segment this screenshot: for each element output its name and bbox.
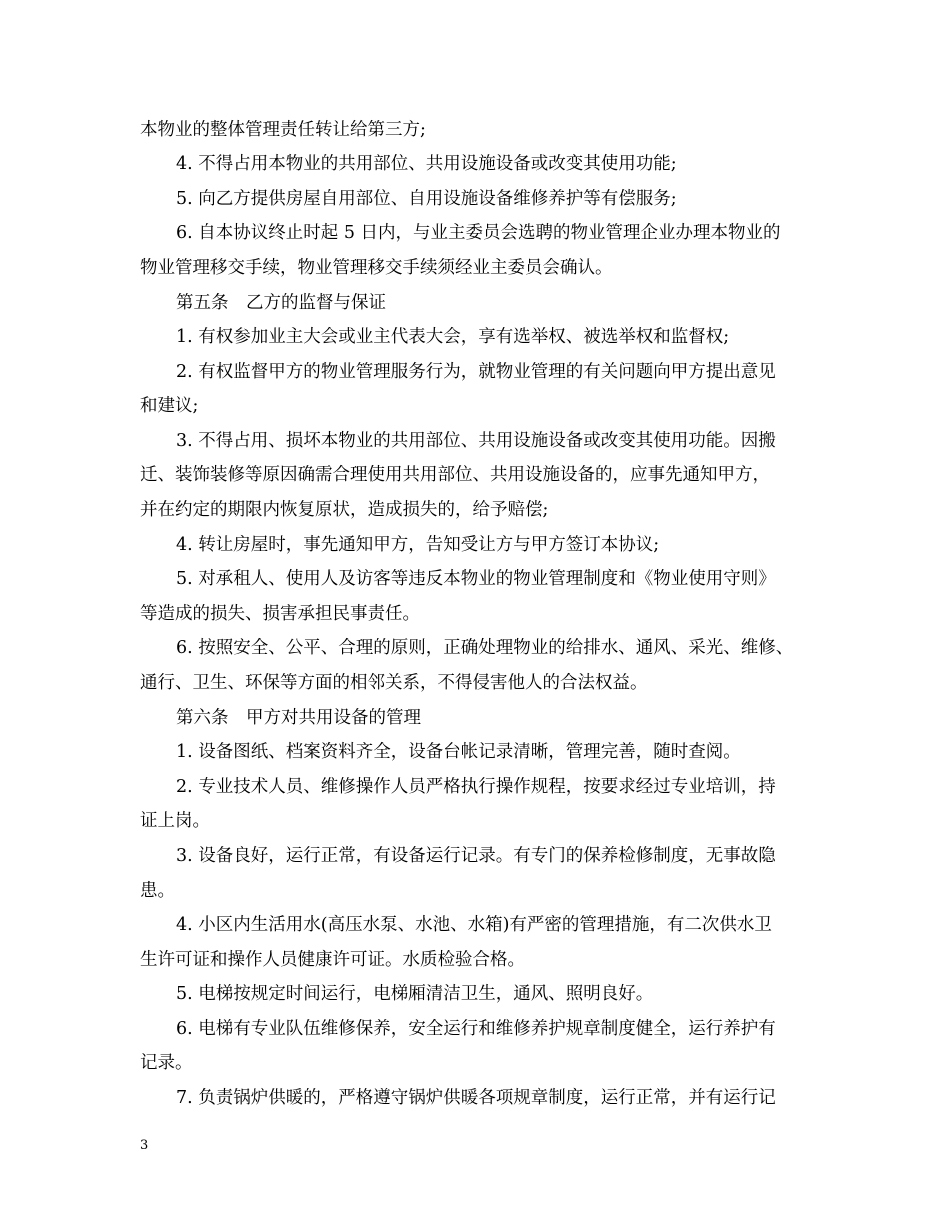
text-line: 患。 — [140, 881, 175, 901]
text-line: 等造成的损失、损害承担民事责任。 — [140, 604, 420, 624]
section-heading: 第五条 乙方的监督与保证 — [176, 293, 386, 313]
section-heading: 第六条 甲方对共用设备的管理 — [176, 708, 421, 728]
text-line: 4. 转让房屋时，事先通知甲方，告知受让方与甲方签订本协议; — [176, 535, 660, 555]
text-line: 通行、卫生、环保等方面的相邻关系，不得侵害他人的合法权益。 — [140, 673, 648, 693]
text-line: 5. 对承租人、使用人及访客等违反本物业的物业管理制度和《物业使用守则》 — [176, 569, 776, 589]
text-line: 物业管理移交手续，物业管理移交手续须经业主委员会确认。 — [140, 258, 613, 278]
text-line: 4. 小区内生活用水(高压水泵、水池、水箱)有严密的管理措施，有二次供水卫 — [176, 915, 772, 935]
text-line: 和建议; — [140, 396, 199, 416]
text-line: 3. 设备良好，运行正常，有设备运行记录。有专门的保养检修制度，无事故隐 — [176, 846, 776, 866]
text-line: 4. 不得占用本物业的共用部位、共用设施设备或改变其使用功能; — [176, 154, 677, 174]
text-line: 7. 负责锅炉供暖的，严格遵守锅炉供暖各项规章制度，运行正常，并有运行记 — [176, 1088, 776, 1108]
text-line: 5. 向乙方提供房屋自用部位、自用设施设备维修养护等有偿服务; — [176, 189, 677, 209]
text-line: 1. 有权参加业主大会或业主代表大会，享有选举权、被选举权和监督权; — [176, 327, 730, 347]
text-line: 2. 专业技术人员、维修操作人员严格执行操作规程，按要求经过专业培训，持 — [176, 777, 776, 797]
text-line: 1. 设备图纸、档案资料齐全，设备台帐记录清晰，管理完善，随时查阅。 — [176, 742, 741, 762]
text-line: 5. 电梯按规定时间运行，电梯厢清洁卫生，通风、照明良好。 — [176, 984, 654, 1004]
text-line: 并在约定的期限内恢复原状，造成损失的，给予赔偿; — [140, 500, 549, 520]
text-line: 记录。 — [140, 1053, 193, 1073]
text-line: 证上岗。 — [140, 811, 210, 831]
text-line: 3. 不得占用、损坏本物业的共用部位、共用设施设备或改变其使用功能。因搬 — [176, 431, 776, 451]
text-line: 迁、装饰装修等原因确需合理使用共用部位、共用设施设备的，应事先通知甲方， — [140, 465, 770, 485]
text-line: 6. 自本协议终止时起 5 日内，与业主委员会选聘的物业管理企业办理本物业的 — [176, 223, 781, 243]
text-line: 6. 按照安全、公平、合理的原则，正确处理物业的给排水、通风、采光、维修、 — [176, 638, 794, 658]
text-line: 生许可证和操作人员健康许可证。水质检验合格。 — [140, 950, 525, 970]
page-number: 3 — [140, 1138, 149, 1153]
text-line: 2. 有权监督甲方的物业管理服务行为，就物业管理的有关问题向甲方提出意见 — [176, 362, 776, 382]
text-line: 本物业的整体管理责任转让给第三方; — [140, 120, 426, 140]
text-line: 6. 电梯有专业队伍维修保养，安全运行和维修养护规章制度健全，运行养护有 — [176, 1019, 776, 1039]
